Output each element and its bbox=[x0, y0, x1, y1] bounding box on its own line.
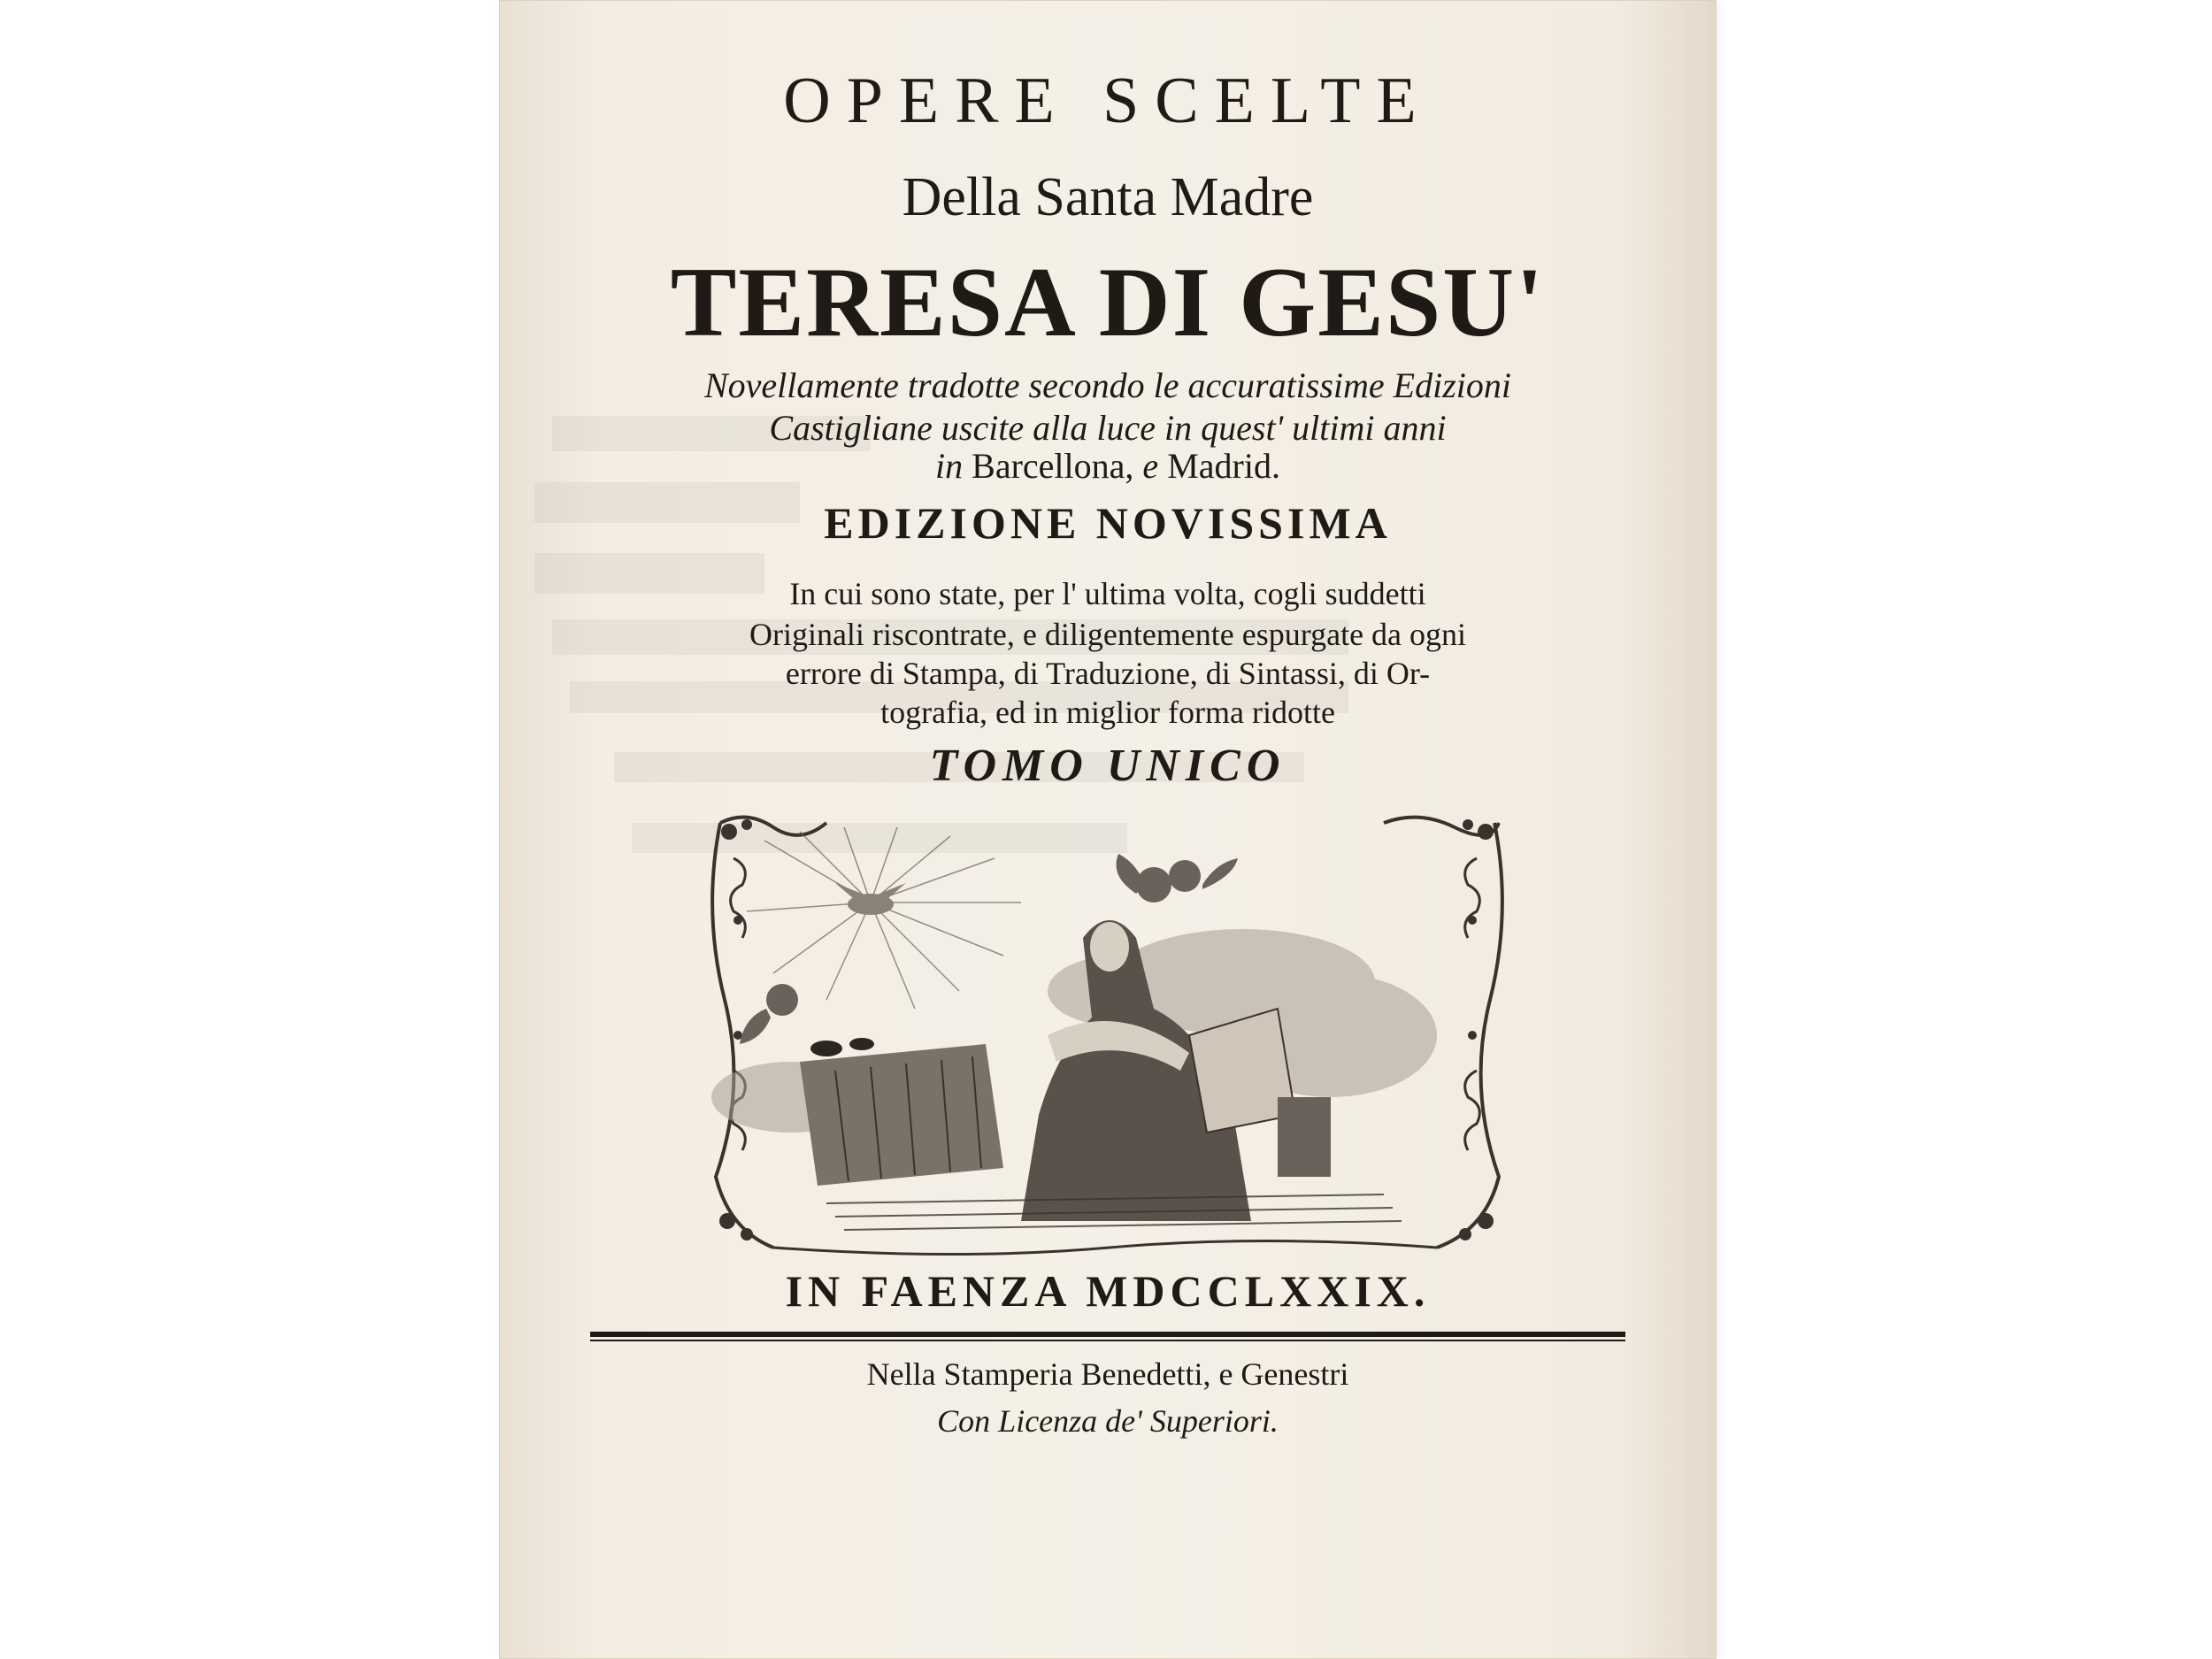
edition-heading: EDIZIONE NOVISSIMA bbox=[824, 498, 1392, 548]
edition-note-line-4: tografia, ed in miglior forma ridotte bbox=[880, 695, 1335, 730]
engraved-vignette-image bbox=[694, 805, 1517, 1261]
description-line-3 bbox=[499, 445, 1717, 487]
author-name: TERESA DI GESU' bbox=[670, 248, 1546, 357]
title-opere-scelte: OPERE SCELTE bbox=[783, 65, 1432, 137]
word-in: in bbox=[935, 446, 964, 486]
word-e: e bbox=[1142, 446, 1159, 486]
word-madrid: Madrid. bbox=[1167, 446, 1280, 486]
edition-note-line-1: In cui sono state, per l' ultima volta, cogli suddetti bbox=[789, 576, 1426, 611]
place-and-date: IN FAENZA MDCCLXXIX. bbox=[785, 1266, 1431, 1316]
edition-note-line-3: errore di Stampa, di Traduzione, di Sintassi, di Or- bbox=[785, 656, 1431, 691]
title-page bbox=[499, 0, 1717, 1659]
volume-heading: TOMO UNICO bbox=[929, 741, 1286, 791]
description-line-1: Novellamente tradotte secondo le accuratissime Edizioni bbox=[703, 365, 1512, 405]
printer-imprint: Nella Stamperia Benedetti, e Genestri bbox=[866, 1356, 1349, 1392]
edition-note-line-2: Originali riscontrate, e diligentemente espurgate da ogni bbox=[749, 617, 1467, 652]
description-line-2: Castigliane uscite alla luce in quest' ultimi anni bbox=[769, 408, 1447, 448]
double-rule-divider bbox=[590, 1332, 1625, 1344]
word-barcellona: Barcellona, bbox=[972, 446, 1134, 486]
subtitle-della-santa-madre: Della Santa Madre bbox=[902, 167, 1314, 227]
license-statement: Con Licenza de' Superiori. bbox=[937, 1403, 1279, 1439]
